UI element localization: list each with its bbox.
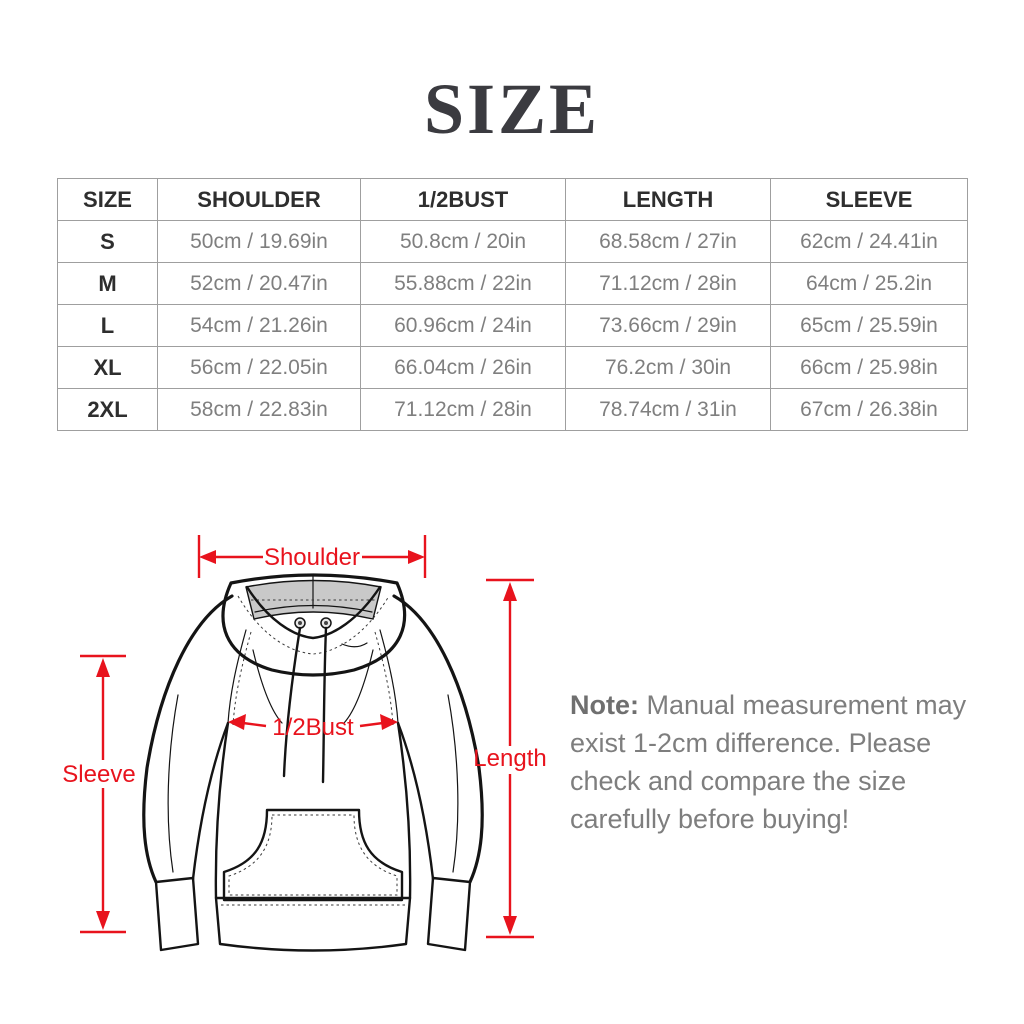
table-row xyxy=(58,389,968,431)
note-body: Manual measurement may exist 1-2cm difference. Please check and compare the size carefully before buying! xyxy=(570,690,967,834)
header-shoulder: SHOULDER xyxy=(158,179,361,221)
cell-shoulder: 50cm / 19.69in xyxy=(158,221,361,263)
cell-bust: 50.8cm / 20in xyxy=(361,221,566,263)
cell-bust: 55.88cm / 22in xyxy=(361,263,566,305)
half-bust-arrow xyxy=(228,714,398,741)
shoulder-arrow-label: Shoulder xyxy=(263,544,361,571)
hoodie-drawing xyxy=(144,596,482,951)
header-length: LENGTH xyxy=(566,179,771,221)
cell-sleeve: 64cm / 25.2in xyxy=(771,263,968,305)
header-bust: 1/2BUST xyxy=(361,179,566,221)
table-row xyxy=(58,221,968,263)
header-sleeve: SLEEVE xyxy=(771,179,968,221)
cuff-right xyxy=(428,878,470,950)
cell-size: XL xyxy=(58,347,158,389)
shoulder-arrow xyxy=(199,535,425,578)
length-arrow-label: Length xyxy=(473,745,547,772)
hoodie-measurement-diagram xyxy=(50,520,550,970)
cell-length: 76.2cm / 30in xyxy=(566,347,771,389)
cell-sleeve: 66cm / 25.98in xyxy=(771,347,968,389)
table-header-row xyxy=(58,179,968,221)
cell-shoulder: 54cm / 21.26in xyxy=(158,305,361,347)
drawstring-right xyxy=(323,628,326,782)
waistband xyxy=(216,898,410,951)
page-title: SIZE xyxy=(423,69,601,149)
size-table xyxy=(57,178,968,431)
cuff-left xyxy=(156,878,198,950)
half-bust-arrow-label: 1/2Bust xyxy=(272,714,354,741)
hood xyxy=(223,575,405,782)
cell-shoulder: 58cm / 22.83in xyxy=(158,389,361,431)
cell-size: S xyxy=(58,221,158,263)
cell-size: L xyxy=(58,305,158,347)
note-text xyxy=(570,686,978,838)
cell-size: M xyxy=(58,263,158,305)
pocket xyxy=(224,810,402,900)
cell-sleeve: 67cm / 26.38in xyxy=(771,389,968,431)
cell-sleeve: 65cm / 25.59in xyxy=(771,305,968,347)
cell-bust: 66.04cm / 26in xyxy=(361,347,566,389)
cell-sleeve: 62cm / 24.41in xyxy=(771,221,968,263)
cell-length: 78.74cm / 31in xyxy=(566,389,771,431)
cell-size: 2XL xyxy=(58,389,158,431)
cell-bust: 71.12cm / 28in xyxy=(361,389,566,431)
note-label: Note: xyxy=(570,690,639,720)
table-row xyxy=(58,347,968,389)
cell-shoulder: 52cm / 20.47in xyxy=(158,263,361,305)
cell-length: 71.12cm / 28in xyxy=(566,263,771,305)
sleeve-arrow-label: Sleeve xyxy=(62,761,136,788)
cell-shoulder: 56cm / 22.05in xyxy=(158,347,361,389)
cell-bust: 60.96cm / 24in xyxy=(361,305,566,347)
drawstring-left xyxy=(284,628,300,776)
cell-length: 68.58cm / 27in xyxy=(566,221,771,263)
length-arrow xyxy=(473,580,546,937)
table-row xyxy=(58,263,968,305)
cell-length: 73.66cm / 29in xyxy=(566,305,771,347)
sleeve-arrow xyxy=(62,656,135,932)
header-size: SIZE xyxy=(58,179,158,221)
table-row xyxy=(58,305,968,347)
